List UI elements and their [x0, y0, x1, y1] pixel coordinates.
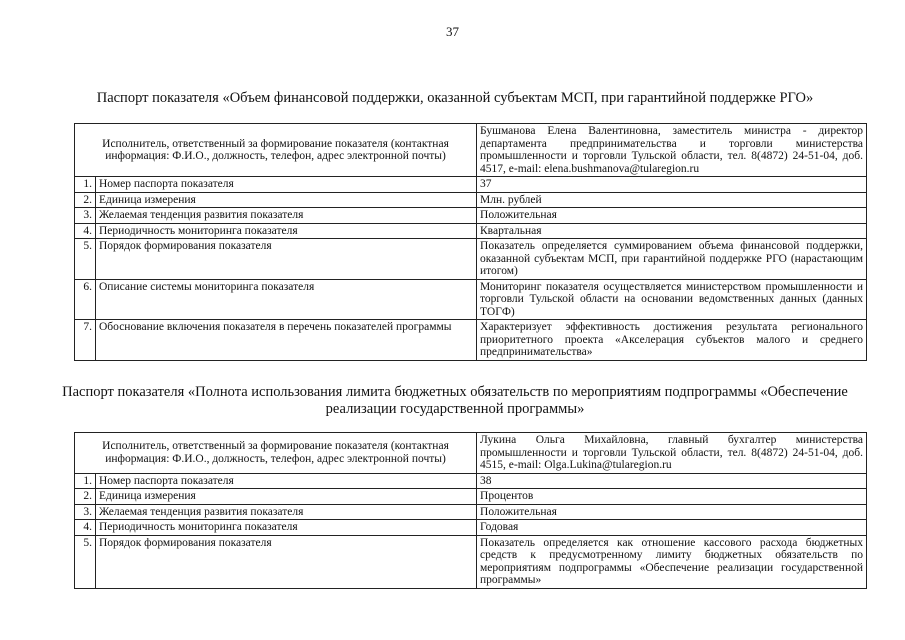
table-row: [75, 489, 867, 505]
row-label: Желаемая тенденция развития показателя: [96, 208, 477, 224]
row-label: Единица измерения: [96, 489, 477, 505]
page-number: 37: [446, 24, 459, 39]
row-number: 6.: [75, 279, 96, 320]
table-row: [75, 535, 867, 588]
table-row: [75, 520, 867, 536]
table-row: [75, 473, 867, 489]
row-value: Млн. рублей: [477, 192, 867, 208]
row-label: Номер паспорта показателя: [96, 473, 477, 489]
row-value: Годовая: [477, 520, 867, 536]
row-value: 37: [477, 177, 867, 193]
row-label: Порядок формирования показателя: [96, 535, 477, 588]
table-row: [75, 279, 867, 320]
row-label: Периодичность мониторинга показателя: [96, 223, 477, 239]
row-number: 7.: [75, 320, 96, 361]
row-label: Единица измерения: [96, 192, 477, 208]
row-value: Показатель определяется суммированием объема финансовой поддержки, оказанной субъектам МСП, при гарантийной поддержке РГО (нарастающим итогом): [477, 239, 867, 280]
row-number: 2.: [75, 489, 96, 505]
row-value: Положительная: [477, 208, 867, 224]
row-number: 1.: [75, 177, 96, 193]
passport-title: Паспорт показателя «Полнота использования лимита бюджетных обязательств по мероприятиям подпрограммы «Обеспечение реализации государственной программы»: [62, 384, 848, 417]
row-label: Периодичность мониторинга показателя: [96, 520, 477, 536]
table-row: [75, 223, 867, 239]
table-row: [75, 239, 867, 280]
passport-table: [74, 123, 867, 361]
executor-row: [75, 433, 867, 474]
row-label: Обоснование включения показателя в перечень показателей программы: [96, 320, 477, 361]
row-value: Характеризует эффективность достижения результата регионального приоритетного проекта «Акселерация субъектов малого и среднего предпринимательства»: [477, 320, 867, 361]
executor-value: Лукина Ольга Михайловна, главный бухгалтер министерства промышленности и торговли Тульской области, тел. 8(4872) 24-51-04, доб. 4515, e-mail: Olga.Lukina@tularegion.ru: [477, 433, 867, 474]
executor-row: [75, 124, 867, 177]
row-value: Процентов: [477, 489, 867, 505]
row-label: Желаемая тенденция развития показателя: [96, 504, 477, 520]
row-number: 4.: [75, 223, 96, 239]
row-number: 1.: [75, 473, 96, 489]
executor-label: Исполнитель, ответственный за формирование показателя (контактная информация: Ф.И.О., должность, телефон, адрес электронной почты): [75, 124, 477, 177]
row-number: 4.: [75, 520, 96, 536]
row-number: 2.: [75, 192, 96, 208]
row-value: Мониторинг показателя осуществляется министерством промышленности и торговли Тульской области на основании ведомственных данных (данных ТОГФ): [477, 279, 867, 320]
executor-value: Бушманова Елена Валентиновна, заместитель министра - директор департамента предпринимательства и торговли министерства промышленности и торговли Тульской области, тел. 8(4872) 24-51-04, доб. 4517, e-mail: elena.bushmanova@tularegion.ru: [477, 124, 867, 177]
passport-title: Паспорт показателя «Объем финансовой поддержки, оказанной субъектам МСП, при гарантийной поддержке РГО»: [96, 90, 814, 106]
row-number: 5.: [75, 239, 96, 280]
row-number: 3.: [75, 208, 96, 224]
table-row: [75, 320, 867, 361]
row-label: Порядок формирования показателя: [96, 239, 477, 280]
table-row: [75, 208, 867, 224]
passport-table: [74, 432, 867, 589]
row-number: 3.: [75, 504, 96, 520]
table-row: [75, 177, 867, 193]
row-label: Описание системы мониторинга показателя: [96, 279, 477, 320]
row-value: Квартальная: [477, 223, 867, 239]
executor-label: Исполнитель, ответственный за формирование показателя (контактная информация: Ф.И.О., должность, телефон, адрес электронной почты): [75, 433, 477, 474]
row-value: Положительная: [477, 504, 867, 520]
row-label: Номер паспорта показателя: [96, 177, 477, 193]
row-number: 5.: [75, 535, 96, 588]
table-row: [75, 504, 867, 520]
row-value: 38: [477, 473, 867, 489]
table-row: [75, 192, 867, 208]
row-value: Показатель определяется как отношение кассового расхода бюджетных средств к предусмотренному лимиту бюджетных обязательств по мероприятиям подпрограммы «Обеспечение реализации государственной программы»: [477, 535, 867, 588]
